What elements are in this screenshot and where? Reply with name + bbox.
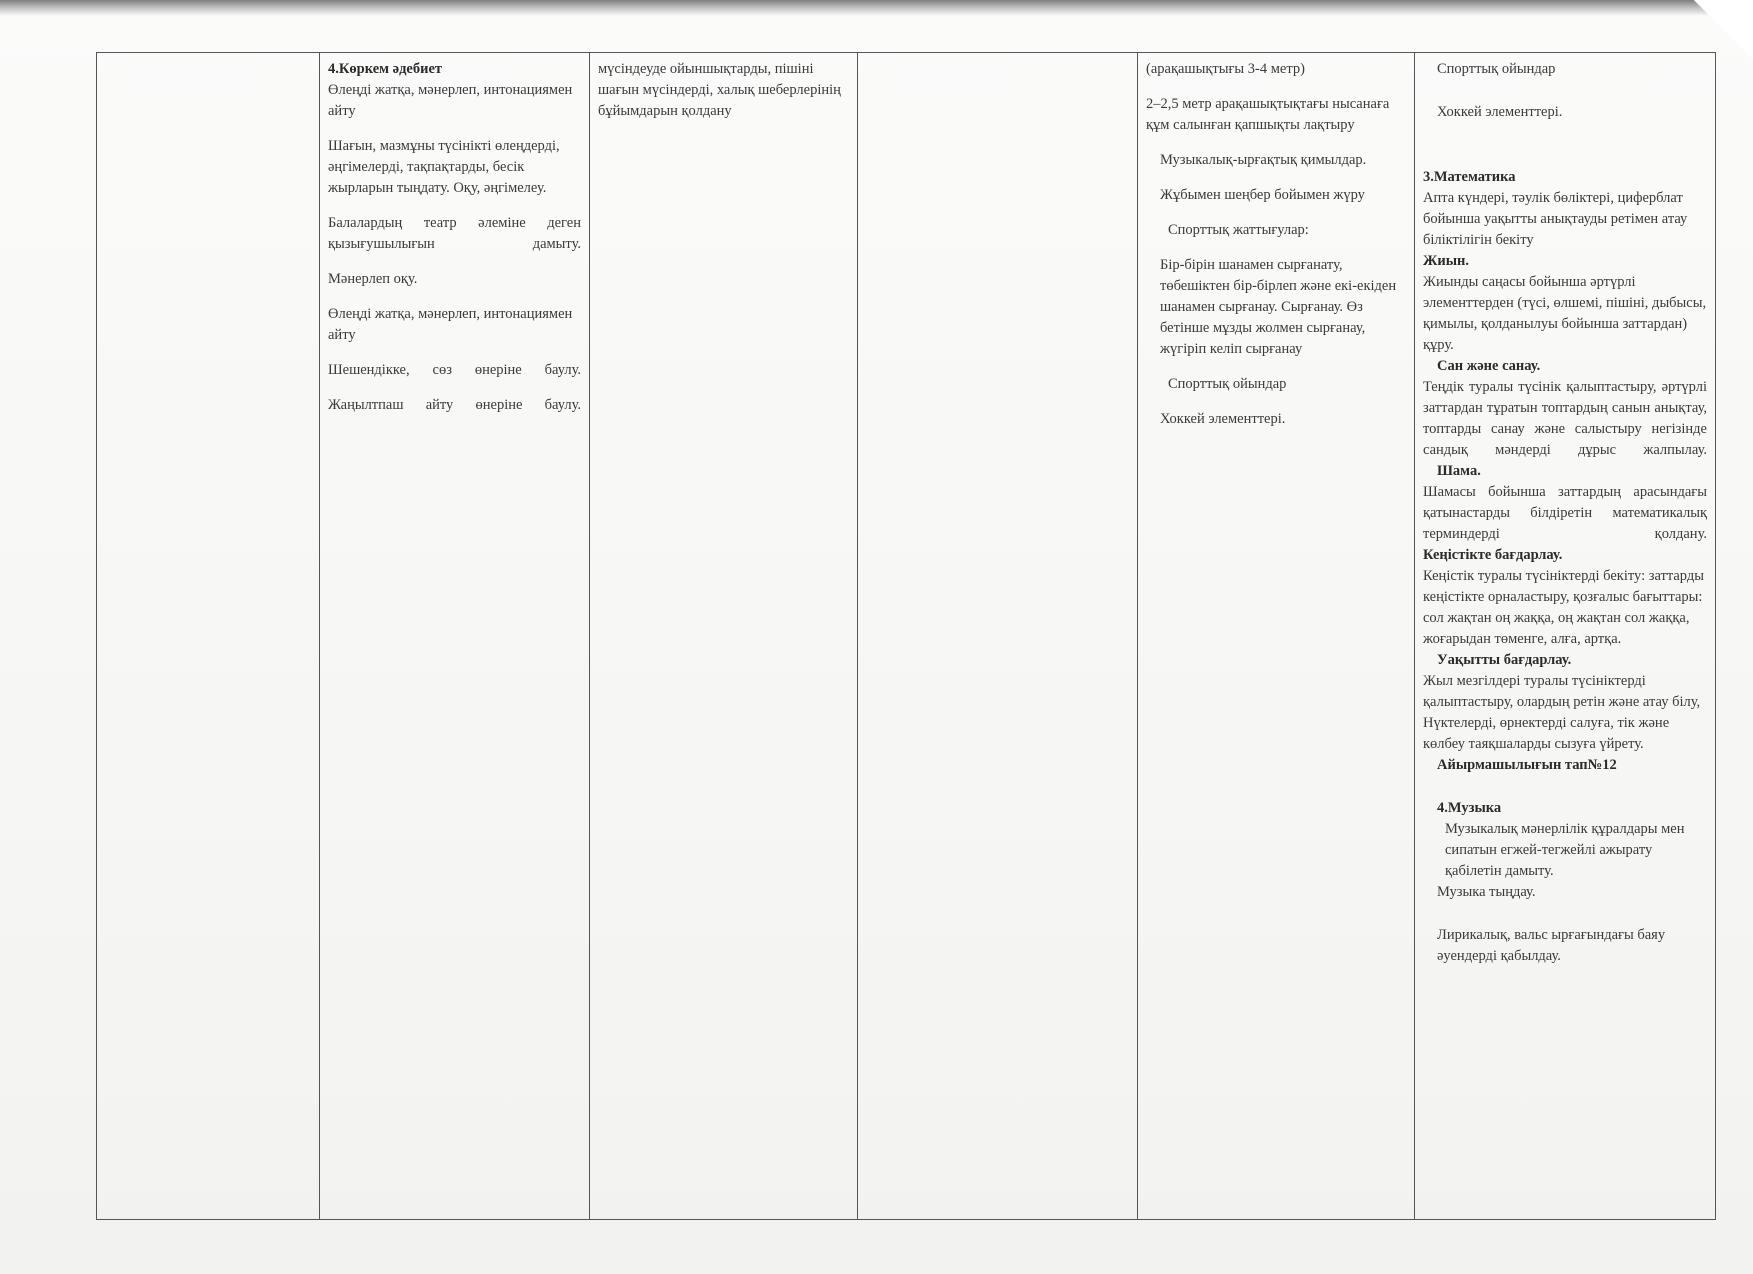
math-heading: 3.Математика (1423, 169, 1516, 185)
time-heading: Уақытты бағдарлау. (1437, 652, 1572, 668)
list-item: Спорттық ойындар (1168, 376, 1287, 392)
list-item: Спорттық жаттығулар: (1168, 222, 1309, 238)
modeling-text: мүсіндеуде ойыншықтарды, пішіні шағын мүсіндерді, халық шеберлерінің бұйымдарын қолдану (598, 61, 841, 119)
cell-empty-1 (97, 53, 320, 1220)
list-item: Балалардың театр әлеміне деген қызығушылығын дамыту. (328, 215, 581, 252)
literature-heading: 4.Көркем әдебиет (328, 61, 443, 77)
list-item: Шешендікке, сөз өнеріне баулу. (328, 362, 581, 378)
list-item: Хоккей элементтері. (1160, 411, 1286, 427)
scan-edge-shadow (0, 0, 1753, 16)
math-text: Апта күндері, тәулік бөліктері, циферблат бойынша уақытты анықтауды ретімен атау біліктілігін бекіту (1423, 190, 1688, 248)
music-lyric: Лирикалық, вальс ырғағындағы баяу әуендерді қабылдау. (1437, 927, 1666, 964)
cell-empty-4 (858, 53, 1138, 1220)
list-item: Шағын, мазмұны түсінікті өлеңдерді, әңгімелерді, тақпақтарды, бесік жырларын тыңдату. Оқу, әңгімелеу. (328, 138, 560, 196)
table-row (97, 53, 1716, 1220)
number-heading: Сан және санау. (1437, 358, 1541, 374)
sport-games-label: Спорттық ойындар (1437, 61, 1556, 77)
list-item: Музыкалық-ырғақтық қимылдар. (1160, 152, 1367, 168)
list-item: Жұбымен шеңбер бойымен жүру (1160, 187, 1365, 203)
list-item: Бір-бірін шанамен сырғанату, төбешіктен бір-бірлеп және екі-екіден шанамен сырғанау. Сырғанау. Өз бетінше мұзды жолмен сырғанау, жүгіріп келіп сырғанау (1160, 257, 1397, 357)
list-item: (арақашықтығы 3-4 метр) (1146, 61, 1305, 77)
music-text: Музыкалық мәнерлілік құралдары мен сипатын егжей-тегжейлі ажырату қабілетін дамыту. (1445, 821, 1685, 879)
music-listen: Музыка тыңдау. (1437, 884, 1536, 900)
number-text: Теңдік туралы түсінік қалыптастыру, әртүрлі заттардан тұратын топтардың санын анықтау, топтарды санау және салыстыру негізінде сандық мәндерді дұрыс жалпылау. (1423, 379, 1707, 458)
cell-literature (320, 53, 590, 1220)
music-heading: 4.Музыка (1437, 800, 1502, 816)
list-item: Жаңылтпаш айту өнеріне баулу. (328, 397, 581, 413)
list-item: Мәнерлеп оқу. (328, 271, 418, 287)
list-item: 2–2,5 метр арақашықтықтағы нысанаға құм салынған қапшықты лақтыру (1146, 96, 1390, 133)
difference-task: Айырмашылығын тап№12 (1437, 757, 1617, 773)
cell-math-music (1415, 53, 1716, 1220)
plan-table (96, 52, 1716, 1220)
size-text: Шамасы бойынша заттардың арасындағы қатынастарды білдіретін математикалық терминдерді қолдану. (1423, 484, 1707, 542)
space-text: Кеңістік туралы түсініктерді бекіту: заттарды кеңістікте орналастыру, қозғалыс бағыттары: сол жақтан оң жаққа, оң жақтан сол жаққа, жоғарыдан төменге, алға, артқа. (1423, 568, 1704, 647)
space-heading: Кеңістікте бағдарлау. (1423, 547, 1563, 563)
cell-modeling (590, 53, 858, 1220)
list-item: Өлеңді жатқа, мәнерлеп, интонациямен айту (328, 306, 573, 343)
sets-text: Жиынды саңасы бойынша әртүрлі элементтерден (түсі, өлшемі, пішіні, дыбысы, қимылы, қолданылуы бойынша заттардан) құру. (1423, 274, 1707, 353)
time-text: Жыл мезгілдері туралы түсініктерді қалыптастыру, олардың ретін және атау білу, Нүктелерді, өрнектерді салуға, тік және көлбеу таяқшаларды сызуға үйрету. (1423, 673, 1701, 752)
hockey-label: Хоккей элементтері. (1437, 104, 1563, 120)
folded-corner (1683, 0, 1753, 60)
size-heading: Шама. (1437, 463, 1481, 479)
cell-physical (1138, 53, 1415, 1220)
list-item: Өлеңді жатқа, мәнерлеп, интонациямен айту (328, 82, 573, 119)
sets-heading: Жиын. (1423, 253, 1469, 269)
